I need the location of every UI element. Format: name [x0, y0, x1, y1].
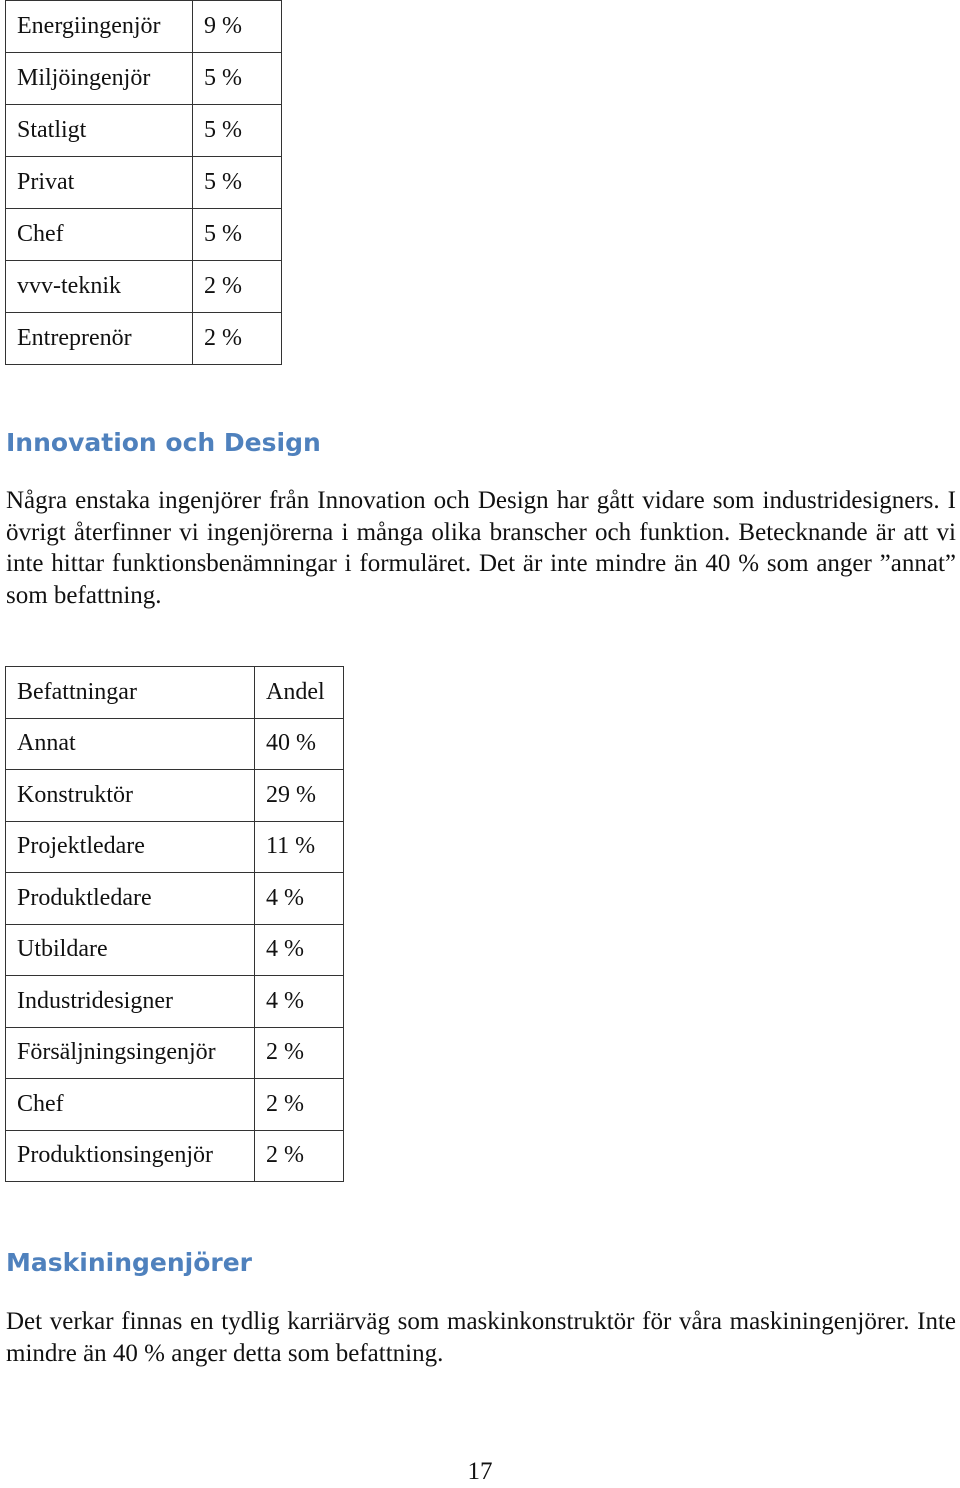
table-row — [6, 873, 344, 925]
table-cell-value: 4 % — [255, 873, 344, 925]
table-cell-label: Projektledare — [6, 821, 255, 873]
positions-share-table — [5, 666, 344, 1182]
table-cell-label: vvv-teknik — [6, 261, 193, 313]
table-cell-label: Produktledare — [6, 873, 255, 925]
section-heading-innovation-design: Innovation och Design — [6, 428, 321, 457]
table-row — [6, 718, 344, 770]
table-row — [6, 924, 344, 976]
table-cell-label: Chef — [6, 1079, 255, 1131]
table-row — [6, 1, 282, 53]
table-row — [6, 1130, 344, 1182]
table-row — [6, 313, 282, 365]
table-row — [6, 976, 344, 1028]
table-cell-value: 5 % — [193, 53, 282, 105]
section-paragraph-maskiningenjorer: Det verkar finnas en tydlig karriärväg som maskinkonstruktör för våra maskiningenjörer. Inte mindre än 40 % anger detta som befattning. — [6, 1308, 956, 1367]
table-cell-value: 9 % — [193, 1, 282, 53]
table-row — [6, 1027, 344, 1079]
table-cell-value: 5 % — [193, 209, 282, 261]
column-header-share: Andel — [255, 667, 344, 719]
table-cell-value: 4 % — [255, 924, 344, 976]
column-header-positions: Befattningar — [6, 667, 255, 719]
table-cell-label: Entreprenör — [6, 313, 193, 365]
table-row — [6, 157, 282, 209]
section-paragraph-innovation-design: Några enstaka ingenjörer från Innovation och Design har gått vidare som industridesigners. I övrigt återfinner vi ingenjörerna i många olika branscher och funktion. Betecknande är att vi inte hittar funktionsbenämningar i formuläret. Det är inte mindre än 40 % som anger ”annat” som befattning. — [6, 487, 956, 609]
table-cell-value: 2 % — [255, 1079, 344, 1131]
table-cell-value: 29 % — [255, 770, 344, 822]
table-cell-label: Produktionsingenjör — [6, 1130, 255, 1182]
table-row — [6, 53, 282, 105]
table-cell-label: Konstruktör — [6, 770, 255, 822]
table-cell-label: Miljöingenjör — [6, 53, 193, 105]
table-cell-value: 2 % — [255, 1130, 344, 1182]
table-cell-value: 5 % — [193, 105, 282, 157]
table-cell-label: Annat — [6, 718, 255, 770]
table-row — [6, 105, 282, 157]
table-cell-label: Försäljningsingenjör — [6, 1027, 255, 1079]
table-cell-value: 11 % — [255, 821, 344, 873]
table-cell-label: Energiingenjör — [6, 1, 193, 53]
table-cell-value: 40 % — [255, 718, 344, 770]
table-row — [6, 261, 282, 313]
table-cell-value: 2 % — [193, 313, 282, 365]
table-header-row — [6, 667, 344, 719]
table-cell-label: Chef — [6, 209, 193, 261]
table-cell-label: Industridesigner — [6, 976, 255, 1028]
table-row — [6, 821, 344, 873]
table-row — [6, 1079, 344, 1131]
table-cell-label: Utbildare — [6, 924, 255, 976]
table-cell-label: Statligt — [6, 105, 193, 157]
table-cell-value: 2 % — [193, 261, 282, 313]
section-heading-maskiningenjorer: Maskiningenjörer — [6, 1248, 252, 1277]
table-row — [6, 209, 282, 261]
page-number: 17 — [467, 1458, 493, 1485]
occupation-share-table-continued — [5, 0, 282, 365]
table-cell-label: Privat — [6, 157, 193, 209]
table-cell-value: 2 % — [255, 1027, 344, 1079]
table-row — [6, 770, 344, 822]
table-cell-value: 4 % — [255, 976, 344, 1028]
table-cell-value: 5 % — [193, 157, 282, 209]
